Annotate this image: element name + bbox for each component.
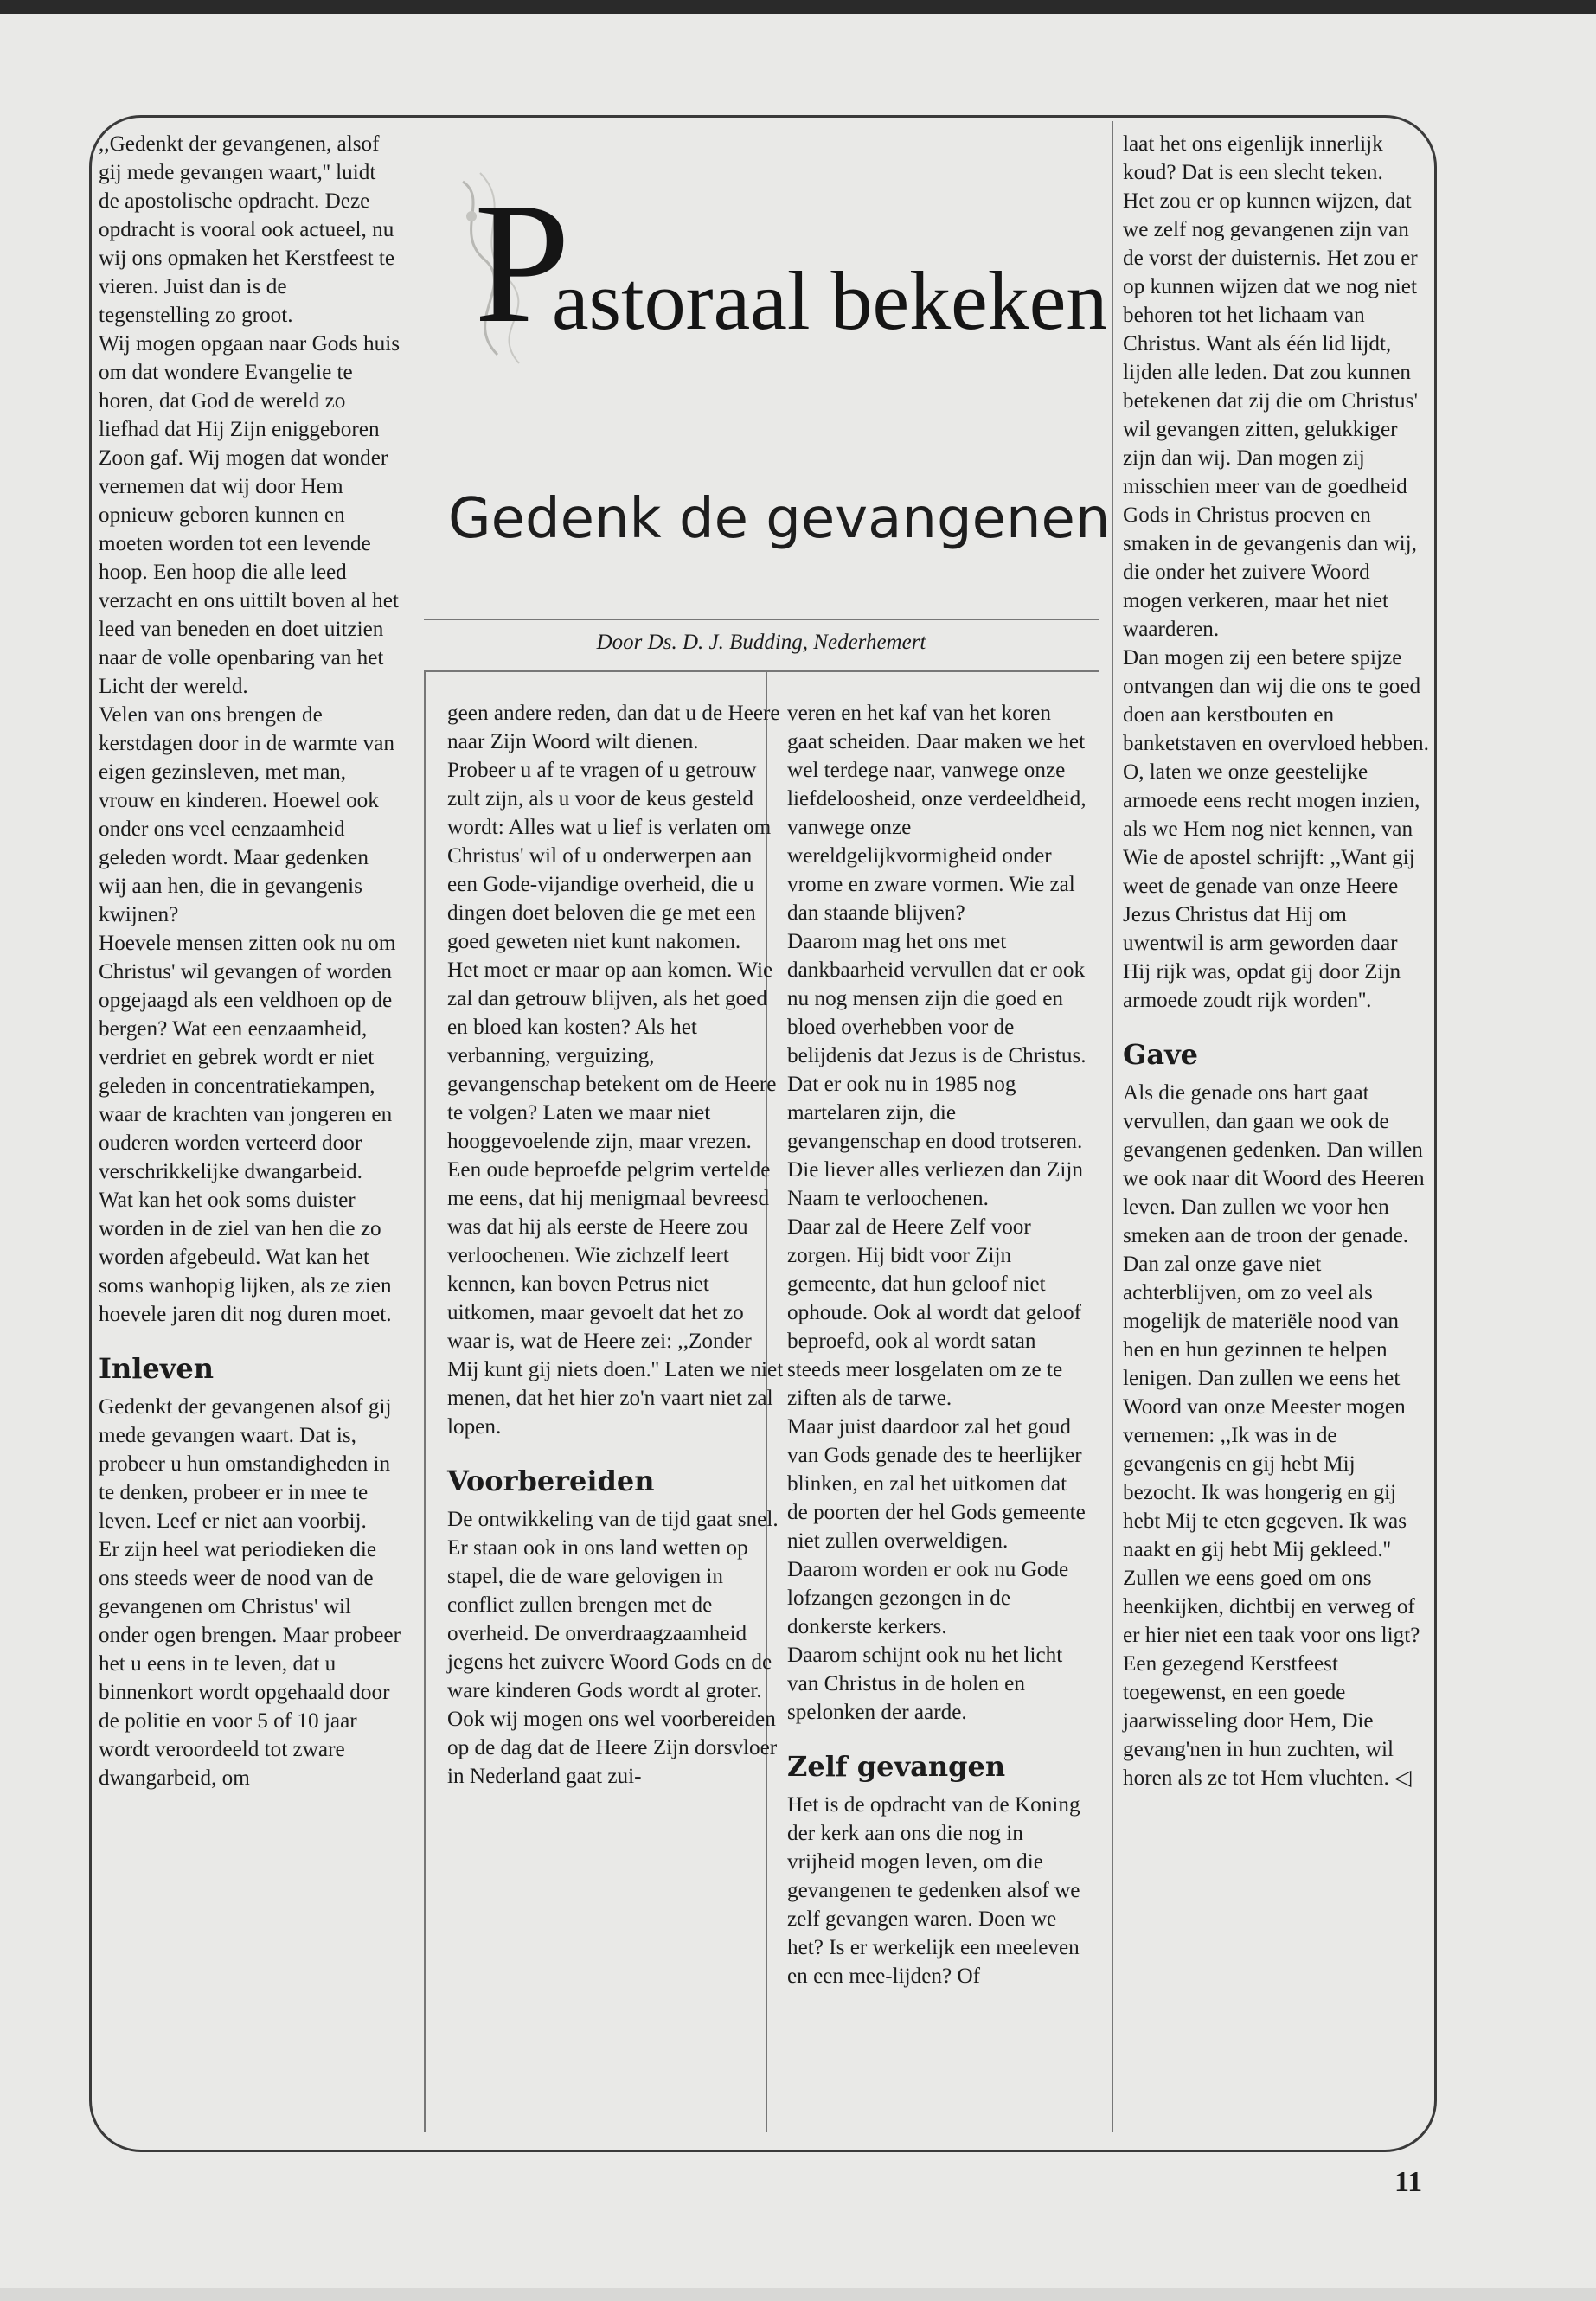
paragraph: Het is de opdracht van de Koning der kerk aan ons die nog in vrijheid mogen leven, om die gevangenen te gedenken alsof we zelf gevangen waren. Doen we het? Is er werkelijk een meeleven en een mee-lijden? Of (787, 1793, 1080, 1988)
page-number: 11 (1394, 2166, 1423, 2198)
paragraph: De ontwikkeling van de tijd gaat snel. Er staan ook in ons land wetten op stapel, die de ware gelovigen in conflict zullen brengen met de overheid. De onverdraagzaamheid jegens het zuivere Woord Gods en de ware kinderen Gods wordt al groter. Ook wij mogen ons wel voorbereiden op de dag dat de Heere Zijn dorsvloer in Nederland gaat zui- (447, 1508, 779, 1788)
paragraph: veren en het kaf van het koren gaat scheiden. Daar maken we het wel terdege naar, vanwege onze liefdeloosheid, onze verdeeldheid, vanwege onze wereldgelijkvormigheid onder vrome en zware vormen. Wie zal dan staande blijven? (787, 702, 1086, 925)
column-3 (787, 699, 1090, 1990)
byline: Door Ds. D. J. Budding, Nederhemert (596, 631, 926, 654)
paragraph: Daarom mag het ons met dankbaarheid vervullen dat er ook nu nog mensen zijn die goed en bloed overhebben voor de belijdenis dat Jezus is de Christus. Dat er ook nu in 1985 nog martelaren zijn, die gevangenschap en dood trotseren. Die liever alles verliezen dan Zijn Naam te verloochenen. (787, 930, 1086, 1210)
paragraph: Er zijn heel wat periodieken die ons steeds weer de nood van de gevangenen om Christus' wil onder ogen brengen. Maar probeer het u eens in te leven, dat u binnenkort wordt opgehaald door de politie en voor 5 of 10 jaar wordt veroordeeld tot zware dwangarbeid, om (99, 1538, 401, 1790)
paragraph: Het zou er op kunnen wijzen, dat we zelf nog gevangenen zijn van de vorst der duisternis. Het zou er op kunnen wijzen dat we nog niet behoren tot het lichaam van Christus. Want als één lid lijdt, lijden alle leden. Dat zou kunnen betekenen dat zij die om Christus' wil gevangen zitten, gelukkiger zijn dan wij. Dan mogen zij misschien meer van de goedheid Gods in Christus proeven en smaken in de gevangenis dan wij, die onder het zuivere Woord mogen verkeren, maar het niet waarderen. (1123, 189, 1418, 641)
subheading-inleven: Inleven (99, 1352, 214, 1385)
column-divider (424, 670, 426, 2132)
column-4 (1123, 130, 1430, 1792)
paragraph: Gedenkt der gevangenen alsof gij mede gevangen waart. Dat is, probeer u hun omstandigheden in te denken, probeer er in mee te leven. Leef er niet aan voorbij. (99, 1395, 392, 1533)
bottom-scan-edge (0, 2288, 1596, 2301)
paragraph: Als die genade ons hart gaat vervullen, dan gaan we ook de gevangenen gedenken. Dan willen we ook naar dit Woord des Heeren leven. Dan zullen we voor hen smeken aan de troon der genade. Dan zal onze gave niet achterblijven, om zo veel als mogelijk de materiële nood van hen en hun gezinnen te helpen lenigen. Dan zullen we eens het Woord van onze Meester mogen vernemen: ,,Ik was in de gevangenis en gij hebt Mij bezocht. Ik was hongerig en gij hebt Mij te eten gegeven. Ik was naakt en gij hebt Mij gekleed.'' (1123, 1081, 1425, 1561)
paragraph: laat het ons eigenlijk innerlijk koud? Dat is een slecht teken. (1123, 132, 1383, 184)
masthead-title: astoraal bekeken (552, 254, 1108, 347)
paragraph: ,,Gedenkt der gevangenen, alsof gij mede gevangen waart,'' luidt de apostolische opdracht. Deze opdracht is vooral ook actueel, nu wij ons opmaken het Kerstfeest te vieren. Juist dan is de tegenstelling zo groot. (99, 132, 395, 327)
paragraph: Daar zal de Heere Zelf voor zorgen. Hij bidt voor Zijn gemeente, dat hun geloof niet ophoude. Ook al wordt dat geloof beproefd, ook al wordt satan steeds meer losgelaten om ze te ziften als de tarwe. (787, 1215, 1081, 1410)
byline-rule-bottom (424, 670, 1099, 672)
paragraph: Daarom worden er ook nu Gode lofzangen gezongen in de donkerste kerkers. (787, 1558, 1069, 1638)
paragraph: Probeer u af te vragen of u getrouw zult zijn, als u voor de keus gesteld wordt: Alles wat u lief is verlaten om Christus' wil of u onderwerpen aan een Gode-vijandige overheid, die u dingen doet beloven die ge met een goed geweten niet kunt nakomen. (447, 759, 772, 953)
subheading-gave: Gave (1123, 1038, 1199, 1071)
paragraph: Hoevele mensen zitten ook nu om Christus' wil gevangen of worden opgejaagd als een veldhoen op de bergen? Wat een eenzaamheid, verdriet en gebrek wordt er niet geleden in concentratiekampen, waar de krachten van jongeren en ouderen worden verteerd door verschrikkelijke dwangarbeid. Wat kan het ook soms duister worden in de ziel van hen die zo worden afgebeuld. Wat kan het soms wanhopig lijken, als ze zien hoevele jaren dit nog duren moet. (99, 932, 396, 1326)
column-divider (1112, 121, 1113, 2132)
byline-rule-top (424, 619, 1099, 620)
paragraph: Dan mogen zij een betere spijze ontvangen dan wij die ons te goed doen aan kerstbouten en banketstaven en overvloed hebben. O, laten we onze geestelijke armoede eens recht mogen inzien, als we Hem nog niet kennen, van Wie de apostel schrijft: ,,Want gij weet de genade van onze Heere Jezus Christus dat Hij om uwentwil is arm geworden daar Hij rijk was, opdat gij door Zijn armoede zoudt rijk worden''. (1123, 646, 1429, 1012)
top-scan-edge (0, 0, 1596, 14)
paragraph: Daarom schijnt ook nu het licht van Christus in de holen en spelonken der aarde. (787, 1644, 1063, 1724)
column-1 (99, 130, 401, 1792)
paragraph: Het moet er maar op aan komen. Wie zal dan getrouw blijven, als het goed en bloed kan kosten? Als het verbanning, verguizing, gevangenschap betekent om de Heere te volgen? Laten we maar niet hooggevoelende zijn, maar vrezen. Een oude beproefde pelgrim vertelde me eens, dat hij menigmaal bevreesd was dat hij als eerste de Heere zou verloochenen. Wie zichzelf leert kennen, kan boven Petrus niet uitkomen, maar gevoelt dat het zo waar is, wat de Heere zei: ,,Zonder Mij kunt gij niets doen.'' Laten we niet menen, dat het hier zo'n vaart niet zal lopen. (447, 958, 784, 1439)
subheading-voorbereiden: Voorbereiden (447, 1465, 655, 1497)
paragraph: Zullen we eens goed om ons heenkijken, dichtbij en verweg of er hier niet een taak voor ons ligt? Een gezegend Kerstfeest toegewenst, en een goede jaarwisseling door Hem, Die gevang'nen in hun zuchten, wil horen als ze tot Hem vluchten. ◁ (1123, 1567, 1420, 1790)
paragraph: Velen van ons brengen de kerstdagen door in de warmte van eigen gezinsleven, met man, vrouw en kinderen. Hoewel ook onder ons veel eenzaamheid geleden wordt. Maar gedenken wij aan hen, die in gevangenis kwijnen? (99, 703, 395, 926)
subheading-zelf-gevangen: Zelf gevangen (787, 1750, 1006, 1783)
paragraph: geen andere reden, dan dat u de Heere naar Zijn Woord wilt dienen. (447, 702, 780, 753)
column-2 (447, 699, 785, 1791)
masthead-initial: P (474, 168, 571, 359)
article-title: Gedenk de gevangenen (448, 487, 1111, 551)
paragraph: Wij mogen opgaan naar Gods huis om dat wondere Evangelie te horen, dat God de wereld zo liefhad dat Hij Zijn eniggeboren Zoon gaf. Wij mogen dat wonder vernemen dat wij door Hem opnieuw geboren kunnen en moeten worden tot een levende hoop. Een hoop die alle leed verzacht en ons uittilt boven al het leed van beneden en doet uitzien naar de volle openbaring van het Licht der wereld. (99, 332, 401, 698)
paragraph: Maar juist daardoor zal het goud van Gods genade des te heerlijker blinken, en zal het uitkomen dat de poorten der hel Gods gemeente niet zullen overweldigen. (787, 1415, 1086, 1553)
